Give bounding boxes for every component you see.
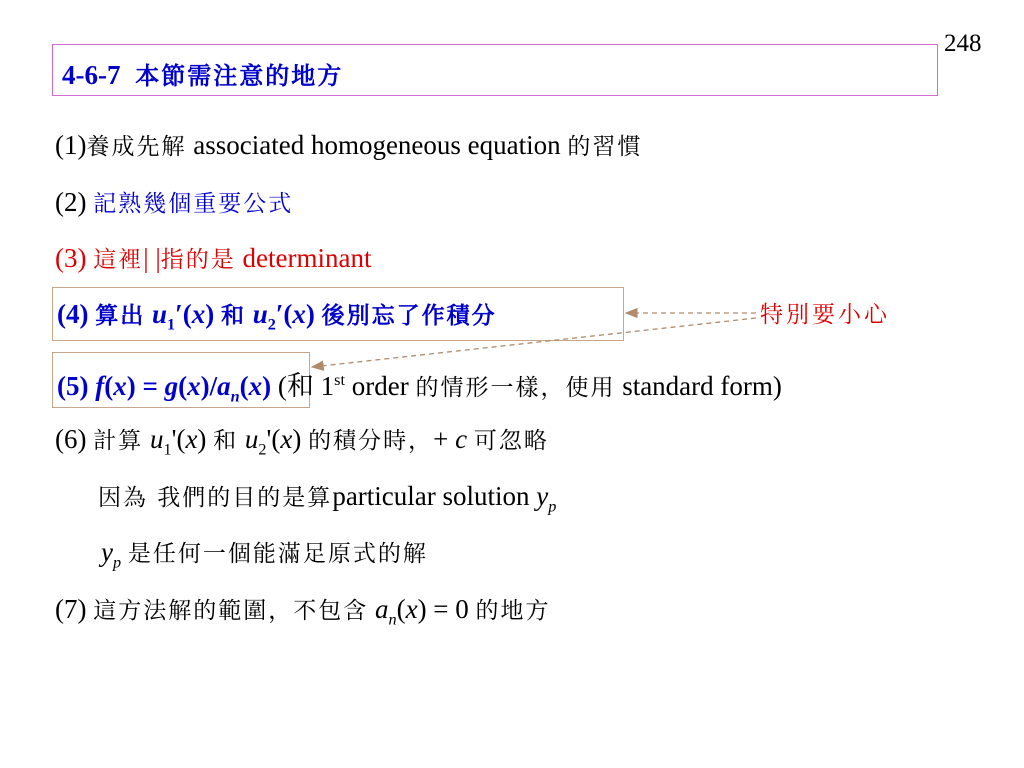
item-6-deriv1: '( [171,424,186,454]
item-5-order: order [344,371,416,401]
item-6-calc: 計算 [93,428,144,454]
item-5-cjk: 的情形一樣，使用 [415,375,616,401]
section-title-text: 本節需注意的地方 [135,62,344,90]
item-7-a: a [374,594,389,624]
item-5-one: 1 [320,371,335,401]
item-6-x2: x [280,424,293,454]
item-7-post: 的地方 [475,598,551,624]
item-6-reason-y: y [536,481,549,511]
item-1-cjk-pre: 養成先解 [86,134,187,160]
item-4-close1: ) [205,299,215,329]
item-1-number: (1) [55,130,87,160]
item-5-f: f [95,371,105,401]
page-number: 248 [944,30,982,57]
item-4-cjk-post: 後別忘了作積分 [321,303,497,329]
item-6-note-y: y [101,537,113,567]
item-4-close2: ) [305,299,315,329]
item-4-x2: x [292,299,306,329]
annotation-careful: 特別要小心 [760,302,890,328]
item-7-eq: ) = 0 [417,594,469,624]
item-4-deriv1: ′( [175,299,192,329]
item-7-n: n [388,610,397,629]
item-4-sub1: 1 [167,315,176,334]
item-7-x: x [405,594,418,624]
item-5-st: st [334,371,345,389]
item-6-tail: 可忽略 [473,428,549,454]
item-6-sub1: 1 [163,440,172,459]
item-5-x3: x [248,371,263,401]
item-3-text: determinant [242,243,372,273]
item-1-english: associated homogeneous equation [193,130,561,160]
item-5-formula: (5) $f(x) = g(x)/a_n(x)$ [57,371,272,406]
item-6-post: 的積分時， [308,428,434,454]
item-6-u1: u [149,424,164,454]
item-6-deriv2: '( [266,424,281,454]
item-5-x2: x [187,371,201,401]
item-4-deriv2: ′( [275,299,293,329]
item-5-slash: / [209,371,218,401]
item-6-x1: x [185,424,198,454]
item-2-number: (2) [55,187,87,217]
item-3-number: (3) [55,243,87,273]
section-number: 4-6-7 [62,60,121,90]
item-5-paren: (和 [277,371,321,401]
item-6-number: (6) [55,424,87,454]
item-6-and: 和 [213,428,239,454]
item-5-standard-form: standard form) [615,371,782,401]
item-6-note-p: p [112,553,122,572]
item-1-cjk-post: 的習慣 [567,134,643,160]
item-5-a: a [217,371,231,401]
item-6-plus: + [433,424,456,454]
item-3-cjk: 這裡 [93,247,144,273]
item-2-text: 記熟幾個重要公式 [93,191,294,217]
item-5-n: n [230,387,240,406]
item-6-sub2: 2 [258,440,267,459]
item-3-cjk2: 指的是 [160,247,236,273]
item-7-cjk: 這方法解的範圍，不包含 [93,598,369,624]
item-6-reason-p: p [548,497,557,516]
item-4-x1: x [191,299,206,329]
item-7-number: (7) [55,594,87,624]
item-5-x1: x [113,371,127,401]
item-6-c: c [455,424,468,454]
item-3-bars: | | [143,243,161,273]
item-4-and: 和 [220,303,246,329]
item-6-close2: ) [292,424,302,454]
item-6-note-cjk: 是任何一個能滿足原式的解 [127,541,428,567]
item-5-g: g [164,371,179,401]
item-5-number: (5) [57,371,89,401]
item-6-reason-english: particular solution [332,481,537,511]
item-5-eq: = [135,371,165,401]
item-6-close1: ) [197,424,207,454]
item-6-reason-cjk: 因為 我們的目的是算 [98,485,333,511]
item-4-sub2: 2 [267,315,276,334]
item-6-u2: u [244,424,259,454]
arrow-to-item-5 [312,318,756,367]
item-4-number: (4) [57,299,89,329]
item-7-paren: ( [396,594,406,624]
item-4-u2: u [252,299,268,329]
item-4-u1: u [151,299,168,329]
item-4-cjk-pre: 算出 [95,303,146,329]
